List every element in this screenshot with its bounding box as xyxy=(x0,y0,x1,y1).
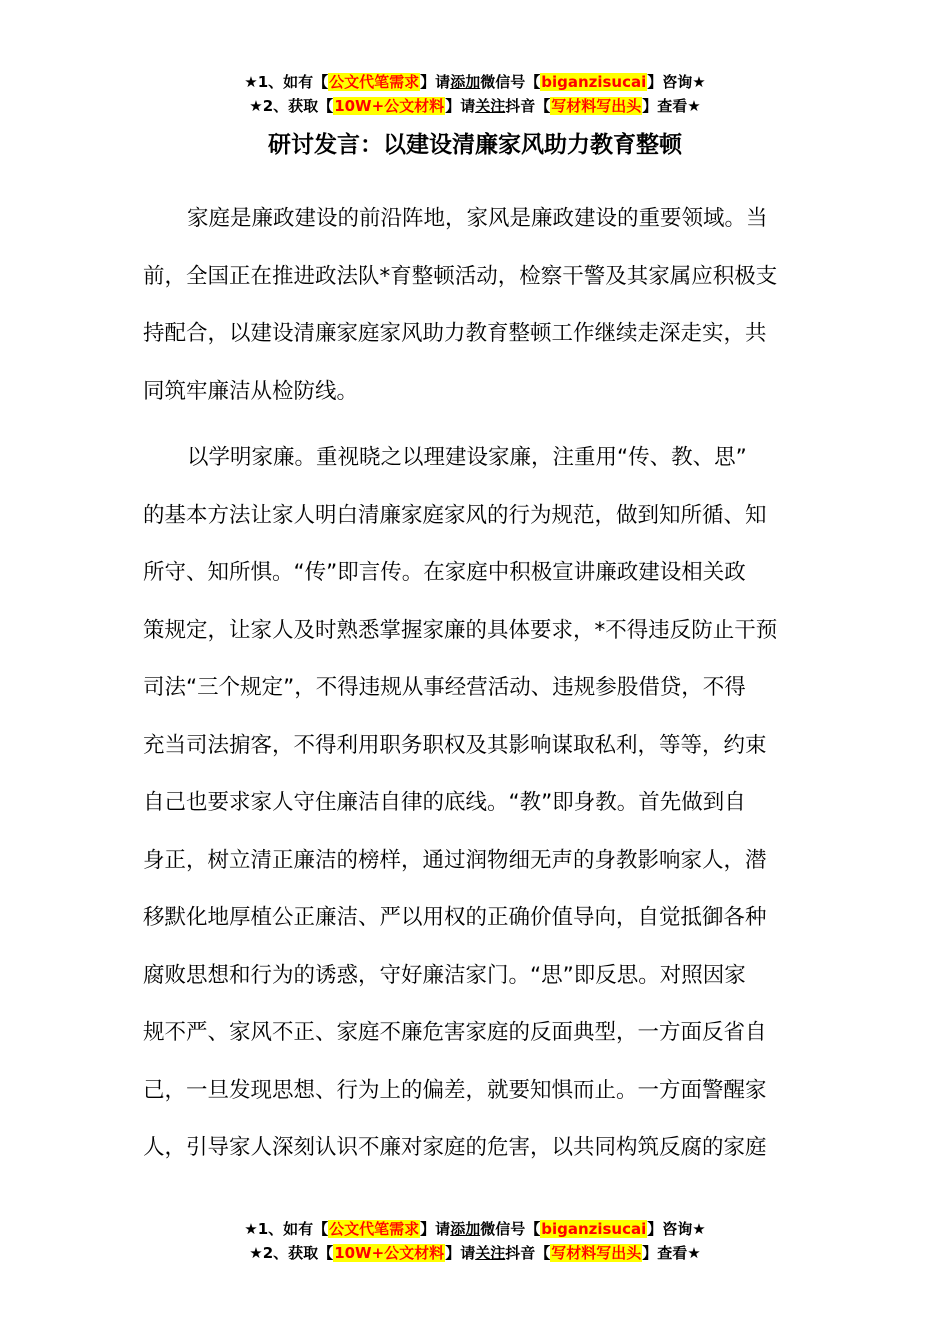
text-line: 家庭是廉政建设的前沿阵地，家风是廉政建设的重要领域。当 xyxy=(187,206,768,231)
document-body xyxy=(143,190,807,1186)
text-line: 移默化地厚植公正廉洁、严以用权的正确价值导向，自觉抵御各种 xyxy=(143,905,767,930)
text-line: 规不严、家风不正、家庭不廉危害家庭的反面典型，一方面反省自 xyxy=(143,1020,767,1045)
paragraph-1 xyxy=(143,190,807,420)
text-line: 前，全国正在推进政法队*育整顿活动，检察干警及其家属应积极支 xyxy=(143,263,778,289)
header-banner xyxy=(0,70,950,118)
highlight-materials: 10W+公文材料 xyxy=(334,1244,445,1262)
banner-line-1: ★1、如有【公文代笔需求】请添加微信号【biganzisucai】咨询★ xyxy=(244,1220,706,1238)
text-line: 自己也要求家人守住廉洁自律的底线。“教”即身教。首先做到自 xyxy=(143,790,746,815)
banner-line-2: ★2、获取【10W+公文材料】请关注抖音【写材料写出头】查看★ xyxy=(249,1244,701,1262)
text-line: 策规定，让家人及时熟悉掌握家廉的具体要求，*不得违反防止干预 xyxy=(143,617,778,643)
text-line: 的基本方法让家人明白清廉家庭家风的行为规范，做到知所循、知 xyxy=(143,502,767,528)
highlight-douyin-name: 写材料写出头 xyxy=(551,97,642,115)
footer-banner xyxy=(0,1217,950,1265)
highlight-service: 公文代笔需求 xyxy=(329,73,420,91)
text-line: 持配合，以建设清廉家庭家风助力教育整顿工作继续走深走实，共 xyxy=(143,321,767,346)
text-line: 人，引导家人深刻认识不廉对家庭的危害，以共同构筑反腐的家庭 xyxy=(143,1135,767,1160)
highlight-materials: 10W+公文材料 xyxy=(334,97,445,115)
highlight-wechat-id: biganzisucai xyxy=(541,1220,647,1238)
highlight-service: 公文代笔需求 xyxy=(329,1220,420,1238)
banner-line-1: ★1、如有【公文代笔需求】请添加微信号【biganzisucai】咨询★ xyxy=(244,73,706,91)
highlight-wechat-id: biganzisucai xyxy=(541,73,647,91)
text-line: 充当司法掮客，不得利用职务职权及其影响谋取私利，等等，约束 xyxy=(143,732,767,758)
text-line: 己，一旦发现思想、行为上的偏差，就要知惧而止。一方面警醒家 xyxy=(143,1077,767,1103)
text-line: 所守、知所惧。“传”即言传。在家庭中积极宣讲廉政建设相关政 xyxy=(143,560,746,585)
text-line: 同筑牢廉洁从检防线。 xyxy=(143,378,359,404)
text-line: 身正，树立清正廉洁的榜样，通过润物细无声的身教影响家人，潜 xyxy=(143,847,767,873)
text-line: 司法“三个规定”，不得违规从事经营活动、违规参股借贷，不得 xyxy=(143,675,746,700)
document-title: 研讨发言：以建设清廉家风助力教育整顿 xyxy=(268,132,682,158)
paragraph-2 xyxy=(143,429,807,1177)
text-line: 以学明家廉。重视晓之以理建设家廉，注重用“传、教、思” xyxy=(187,445,747,470)
highlight-douyin-name: 写材料写出头 xyxy=(551,1244,642,1262)
text-line: 腐败思想和行为的诱惑，守好廉洁家门。“思”即反思。对照因家 xyxy=(143,962,746,988)
banner-line-2: ★2、获取【10W+公文材料】请关注抖音【写材料写出头】查看★ xyxy=(249,97,701,115)
